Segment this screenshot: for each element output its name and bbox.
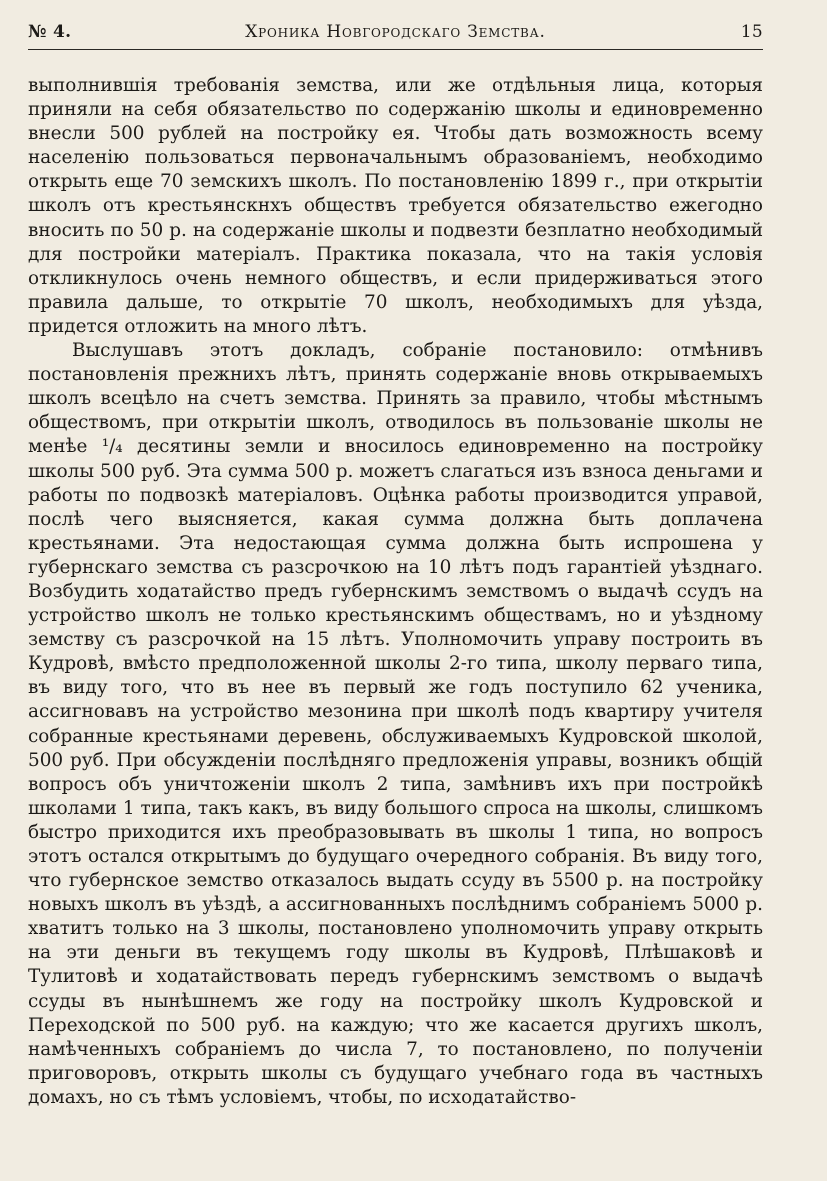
running-header bbox=[28, 22, 763, 46]
journal-title: Хроника Новгородскаго Земства. bbox=[245, 22, 546, 42]
paragraph-continuation: выполнившія требованія земства, или же отдѣльныя лица, которыя приняли на себя обязательство по содержанію школы и единовременно внесли 500 рублей на постройку ея. Чтобы дать возможность всему населенію пользоваться первоначальнымъ образованіемъ, необходимо открыть еще 70 земскихъ школъ. По постановленію 1899 г., при открытіи школъ отъ крестьянскнхъ обществъ требуется обязательство ежегодно вносить по 50 р. на содержаніе школы и подвезти безплатно необходимый для постройки матеріалъ. Практика показала, что на такія условія откликнулось очень немного обществъ, и если придерживаться этого правила дальше, то открытіе 70 школъ, необходимыхъ для уѣзда, придется отложить на много лѣтъ. bbox=[28, 75, 763, 337]
header-rule bbox=[28, 49, 763, 50]
page-number: 15 bbox=[740, 22, 763, 42]
paragraph-resolution: Выслушавъ этотъ докладъ, собраніе постановило: отмѣнивъ постановленія прежнихъ лѣтъ, принять содержаніе вновь открываемыхъ школъ всецѣло на счетъ земства. Принять за правило, чтобы мѣстнымъ обществомъ, при открытіи школъ, отводилось въ пользованіе школы не менѣе ¹/₄ десятины земли и вносилось единовременно на постройку школы 500 руб. Эта сумма 500 р. можетъ слагаться изъ взноса деньгами и работы по подвозкѣ матеріаловъ. Оцѣнка работы производится управой, послѣ чего выясняется, какая сумма должна быть доплачена крестьянами. Эта недостающая сумма должна быть испрошена у губернскаго земства съ разсрочкою на 10 лѣтъ подъ гарантіей уѣзднаго. Возбудить ходатайство предъ губернскимъ земствомъ о выдачѣ ссудъ на устройство школъ не только крестьянскимъ обществамъ, но и уѣздному земству съ разсрочкой на 15 лѣтъ. Уполномочить управу построить въ Кудровѣ, вмѣсто предположенной школы 2-го типа, школу перваго типа, въ виду того, что въ нее въ первый же годъ поступило 62 ученика, ассигновавъ на устройство мезонина при школѣ подъ квартиру учителя собранные крестьянами деревень, обслуживаемыхъ Кудровской школой, 500 руб. При обсужденіи послѣдняго предложенія управы, возникъ общій вопросъ объ уничтоженіи школъ 2 типа, замѣнивъ ихъ при постройкѣ школами 1 типа, такъ какъ, въ виду большого спроса на школы, слишкомъ быстро приходится ихъ преобразовывать въ школы 1 типа, но вопросъ этотъ остался открытымъ до будущаго очередного собранія. Въ виду того, что губернское земство отказалось выдать ссуду въ 5500 р. на постройку новыхъ школъ въ уѣздѣ, а ассигнованныхъ послѣднимъ собраніемъ 5000 р. хватитъ только на 3 школы, постановлено уполномочить управу открыть на эти деньги въ текущемъ году школы въ Кудровѣ, Плѣшаковѣ и Тулитовѣ и ходатайствовать передъ губернскимъ земствомъ о выдачѣ ссуды въ нынѣшнемъ же году на постройку школъ Кудровской и Переходской по 500 руб. на каждую; что же касается другихъ школъ, намѣченныхъ собраніемъ до числа 7, то постановлено, по полученіи приговоровъ, открыть школы съ будущаго учебнаго года въ частныхъ домахъ, но съ тѣмъ условіемъ, чтобы, по исходатайство- bbox=[28, 340, 763, 1108]
body-text bbox=[28, 74, 763, 1110]
issue-number: № 4. bbox=[28, 22, 72, 42]
